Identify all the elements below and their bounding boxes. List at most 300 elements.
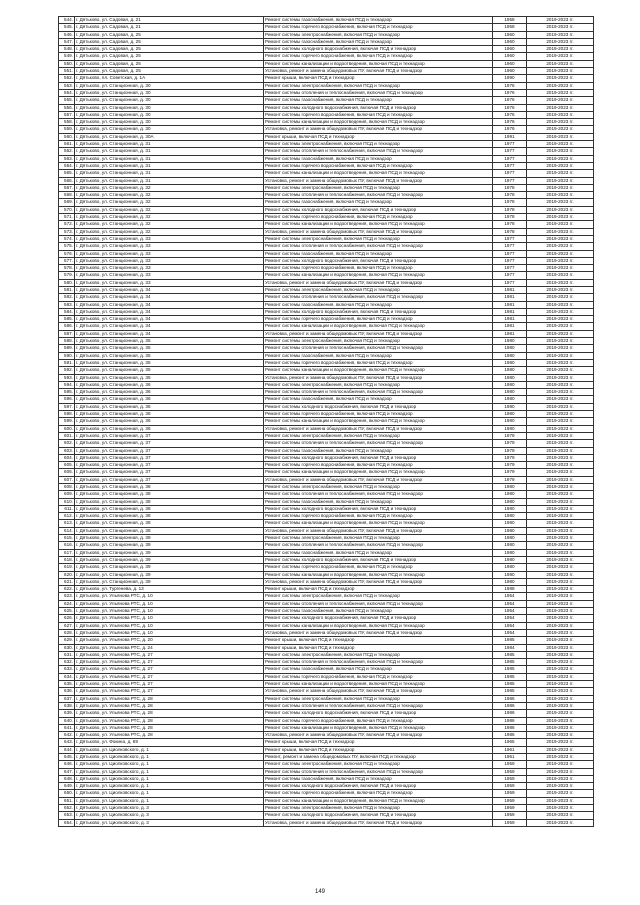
row-period: 2019-2023 гг.: [527, 97, 594, 104]
row-work-type: Ремонт системы электроснабжения, включая ПСД и технадзор: [264, 31, 493, 38]
row-work-type: Ремонт системы канализации и водоотведения, включая ПСД и технадзор: [264, 418, 493, 425]
row-number: 553.: [59, 82, 75, 89]
row-number: 550.: [59, 60, 75, 67]
repair-schedule-table: [58, 16, 594, 827]
table-row: [59, 608, 594, 615]
row-address: г. Дятьково, ул. Циолковского, д. 1: [75, 746, 264, 753]
row-period: 2019-2023 гг.: [527, 206, 594, 213]
row-address: г. Дятьково, ул. Станционная, д. 36: [75, 418, 264, 425]
row-number: 575.: [59, 243, 75, 250]
row-address: г. Дятьково, ул. Садовая, д. 25: [75, 60, 264, 67]
row-work-type: Ремонт системы холодного водоснабжения, включая ПСД и технадзор: [264, 615, 493, 622]
row-address: г. Дятьково, ул. Ульянова РТС, д. 24: [75, 644, 264, 651]
row-year: 1954: [493, 600, 527, 607]
row-number: 610.: [59, 498, 75, 505]
row-work-type: Ремонт системы отопления и теплоснабжения, включая ПСД и технадзор: [264, 440, 493, 447]
row-address: г. Дятьково, ул. Станционная, д. 39: [75, 556, 264, 563]
row-number: 612.: [59, 513, 75, 520]
row-number: 547.: [59, 38, 75, 45]
row-address: г. Дятьково, ул. Станционная, д. 36: [75, 389, 264, 396]
row-year: 1980: [493, 505, 527, 512]
row-period: 2019-2023 гг.: [527, 797, 594, 804]
row-work-type: Ремонт системы отопления и теплоснабжения, включая ПСД и технадзор: [264, 389, 493, 396]
row-number: 603.: [59, 447, 75, 454]
row-work-type: Ремонт крыши, включая ПСД и технадзор: [264, 644, 493, 651]
row-work-type: Ремонт системы холодного водоснабжения, включая ПСД и технадзор: [264, 812, 493, 819]
row-number: 552.: [59, 75, 75, 82]
row-number: 559.: [59, 126, 75, 133]
row-year: 1986: [493, 702, 527, 709]
row-work-type: Установка, ремонт и замена общедомовых ПУ, включая ПСД и технадзор: [264, 578, 493, 585]
table-row: [59, 571, 594, 578]
row-address: г. Дятьково, ул. Садовая, д. 21: [75, 24, 264, 31]
table-row: [59, 89, 594, 96]
table-row: [59, 454, 594, 461]
row-work-type: Ремонт системы горячего водоснабжения, включая ПСД и технадзор: [264, 265, 493, 272]
row-work-type: Ремонт системы канализации и водоотведения, включая ПСД и технадзор: [264, 272, 493, 279]
row-year: 1959: [493, 819, 527, 826]
row-year: 1978: [493, 192, 527, 199]
table-row: [59, 111, 594, 118]
row-year: 1980: [493, 403, 527, 410]
row-year: 1988: [493, 586, 527, 593]
row-work-type: Ремонт системы электроснабжения, включая ПСД и технадзор: [264, 432, 493, 439]
row-address: г. Дятьково, ул. Станционная, д. 30: [75, 119, 264, 126]
row-address: г. Дятьково, ул. Станционная, д. 30: [75, 104, 264, 111]
row-period: 2019-2023 гг.: [527, 724, 594, 731]
row-period: 2019-2023 гг.: [527, 819, 594, 826]
row-period: 2019-2023 гг.: [527, 739, 594, 746]
row-number: 629.: [59, 637, 75, 644]
row-work-type: Ремонт системы газоснабжения, включая ПСД и технадзор: [264, 250, 493, 257]
row-work-type: Ремонт системы электроснабжения, включая ПСД и технадзор: [264, 695, 493, 702]
row-address: г. Дятьково, ул. Циолковского, д. 3: [75, 819, 264, 826]
table-row: [59, 228, 594, 235]
row-period: 2019-2023 гг.: [527, 440, 594, 447]
row-number: 650.: [59, 790, 75, 797]
row-number: 643.: [59, 739, 75, 746]
row-year: 1976: [493, 82, 527, 89]
table-row: [59, 629, 594, 636]
table-row: [59, 440, 594, 447]
row-address: г. Дятьково, ул. Станционная, д. 39: [75, 549, 264, 556]
row-period: 2019-2023 гг.: [527, 53, 594, 60]
row-work-type: Ремонт системы отопления и теплоснабжения, включая ПСД и технадзор: [264, 243, 493, 250]
row-year: 1960: [493, 60, 527, 67]
table-row: [59, 469, 594, 476]
row-address: г. Дятьково, ул. Станционная, д. 32: [75, 199, 264, 206]
row-period: 2019-2023 гг.: [527, 790, 594, 797]
row-work-type: Ремонт системы канализации и водоотведения, включая ПСД и технадзор: [264, 681, 493, 688]
row-address: г. Дятьково, ул. Станционная, д. 34: [75, 316, 264, 323]
row-year: 1978: [493, 228, 527, 235]
row-work-type: Установка, ремонт и замена общедомовых ПУ, включая ПСД и технадзор: [264, 279, 493, 286]
row-period: 2019-2023 гг.: [527, 104, 594, 111]
row-period: 2019-2023 гг.: [527, 666, 594, 673]
row-year: 1981: [493, 286, 527, 293]
table-row: [59, 374, 594, 381]
row-work-type: Ремонт системы канализации и водоотведения, включая ПСД и технадзор: [264, 221, 493, 228]
table-row: [59, 753, 594, 760]
row-period: 2019-2023 гг.: [527, 615, 594, 622]
row-year: 1980: [493, 396, 527, 403]
table-row: [59, 644, 594, 651]
row-period: 2019-2023 гг.: [527, 170, 594, 177]
row-year: 1977: [493, 272, 527, 279]
row-period: 2019-2023 гг.: [527, 141, 594, 148]
table-row: [59, 359, 594, 366]
row-address: г. Дятьково, ул. Станционная, д. 38: [75, 527, 264, 534]
row-number: 577.: [59, 257, 75, 264]
page-number: 149: [314, 889, 325, 895]
row-number: 653.: [59, 812, 75, 819]
row-address: г. Дятьково, ул. Ульянова РТС, д. 10: [75, 622, 264, 629]
row-period: 2019-2023 гг.: [527, 265, 594, 272]
row-work-type: Ремонт крыши, включая ПСД и технадзор: [264, 75, 493, 82]
row-year: 1959: [493, 783, 527, 790]
row-number: 609.: [59, 491, 75, 498]
row-year: 1980: [493, 367, 527, 374]
row-year: 1981: [493, 294, 527, 301]
table-row: [59, 170, 594, 177]
row-year: 1985: [493, 659, 527, 666]
row-number: 555.: [59, 97, 75, 104]
row-year: 1959: [493, 768, 527, 775]
table-row: [59, 666, 594, 673]
row-address: г. Дятьково, ул. Циолковского, д. 1: [75, 768, 264, 775]
row-number: 600.: [59, 425, 75, 432]
row-year: 1980: [493, 352, 527, 359]
row-work-type: Установка, ремонт и замена общедомовых ПУ, включая ПСД и технадзор: [264, 330, 493, 337]
row-work-type: Ремонт системы горячего водоснабжения, включая ПСД и технадзор: [264, 462, 493, 469]
row-period: 2019-2023 гг.: [527, 374, 594, 381]
row-address: г. Дятьково, ул. Станционная, д. 37: [75, 462, 264, 469]
row-address: г. Дятьково, ул. Садовая, д. 25: [75, 46, 264, 53]
row-address: г. Дятьково, ул. Фокина, д. 69: [75, 739, 264, 746]
row-year: 1986: [493, 695, 527, 702]
row-period: 2019-2023 гг.: [527, 542, 594, 549]
row-period: 2019-2023 гг.: [527, 68, 594, 75]
row-number: 613.: [59, 520, 75, 527]
row-address: г. Дятьково, ул. Циолковского, д. 3: [75, 812, 264, 819]
row-address: г. Дятьково, ул. Станционная, д. 36: [75, 396, 264, 403]
table-row: [59, 338, 594, 345]
row-number: 595.: [59, 389, 75, 396]
row-number: 647.: [59, 768, 75, 775]
row-year: 1985: [493, 651, 527, 658]
table-row: [59, 31, 594, 38]
row-period: 2019-2023 гг.: [527, 505, 594, 512]
row-period: 2019-2023 гг.: [527, 17, 594, 24]
table-row: [59, 732, 594, 739]
table-row: [59, 819, 594, 826]
row-number: 591.: [59, 359, 75, 366]
row-number: 578.: [59, 265, 75, 272]
table-row: [59, 272, 594, 279]
table-row: [59, 542, 594, 549]
row-number: 605.: [59, 462, 75, 469]
row-number: 576.: [59, 250, 75, 257]
table-row: [59, 104, 594, 111]
row-work-type: Ремонт системы электроснабжения, включая ПСД и технадзор: [264, 651, 493, 658]
row-number: 625.: [59, 608, 75, 615]
table-row: [59, 148, 594, 155]
table-row: [59, 411, 594, 418]
row-year: 1981: [493, 330, 527, 337]
table-row: [59, 53, 594, 60]
row-year: 1985: [493, 673, 527, 680]
row-address: г. Дятьково, ул. Станционная, д. 36: [75, 425, 264, 432]
row-number: 599.: [59, 418, 75, 425]
row-year: 1958: [493, 17, 527, 24]
row-address: г. Дятьково, ул. Станционная, д. 35: [75, 352, 264, 359]
row-work-type: Ремонт системы холодного водоснабжения, включая ПСД и технадзор: [264, 308, 493, 315]
row-period: 2019-2023 гг.: [527, 89, 594, 96]
row-address: г. Дятьково, ул. Ульянова РТС, д. 27: [75, 666, 264, 673]
row-work-type: Установка, ремонт и замена общедомовых ПУ, включая ПСД и технадзор: [264, 732, 493, 739]
row-address: г. Дятьково, ул. Станционная, д. 36: [75, 381, 264, 388]
row-number: 561.: [59, 141, 75, 148]
row-number: 573.: [59, 228, 75, 235]
row-work-type: Ремонт системы газоснабжения, включая ПСД и технадзор: [264, 498, 493, 505]
row-work-type: Ремонт системы отопления и теплоснабжения, включая ПСД и технадзор: [264, 600, 493, 607]
row-year: 1959: [493, 790, 527, 797]
table-row: [59, 513, 594, 520]
row-number: 631.: [59, 651, 75, 658]
document-page: [58, 16, 590, 827]
row-address: г. Дятьково, ул. Циолковского, д. 1: [75, 753, 264, 760]
row-address: г. Дятьково, ул. Станционная, д. 31: [75, 148, 264, 155]
row-period: 2019-2023 гг.: [527, 673, 594, 680]
row-period: 2019-2023 гг.: [527, 162, 594, 169]
row-work-type: Ремонт системы электроснабжения, включая ПСД и технадзор: [264, 381, 493, 388]
row-work-type: Установка, ремонт и замена общедомовых ПУ, включая ПСД и технадзор: [264, 228, 493, 235]
row-number: 583.: [59, 301, 75, 308]
row-number: 572.: [59, 221, 75, 228]
row-address: г. Дятьково, ул. Станционная, д. 33: [75, 250, 264, 257]
row-year: 1991: [493, 133, 527, 140]
row-year: 1976: [493, 97, 527, 104]
row-year: 1980: [493, 498, 527, 505]
table-row: [59, 615, 594, 622]
row-period: 2019-2023 гг.: [527, 330, 594, 337]
row-period: 2019-2023 гг.: [527, 389, 594, 396]
row-number: 545.: [59, 24, 75, 31]
table-row: [59, 710, 594, 717]
row-address: г. Дятьково, ул. Станционная, д. 39: [75, 571, 264, 578]
row-address: г. Дятьково, ул. Станционная, д. 37: [75, 447, 264, 454]
row-number: 568.: [59, 192, 75, 199]
row-work-type: Ремонт системы канализации и водоотведения, включая ПСД и технадзор: [264, 170, 493, 177]
table-row: [59, 46, 594, 53]
row-period: 2019-2023 гг.: [527, 571, 594, 578]
row-period: 2019-2023 гг.: [527, 411, 594, 418]
row-year: 1986: [493, 710, 527, 717]
row-period: 2019-2023 гг.: [527, 746, 594, 753]
row-work-type: Установка, ремонт и замена общедомовых ПУ, включая ПСД и технадзор: [264, 374, 493, 381]
row-address: г. Дятьково, ул. Станционная, д. 33: [75, 265, 264, 272]
row-work-type: Ремонт системы отопления и теплоснабжения, включая ПСД и технадзор: [264, 542, 493, 549]
row-number: 590.: [59, 352, 75, 359]
row-number: 616.: [59, 542, 75, 549]
row-period: 2019-2023 гг.: [527, 702, 594, 709]
table-row: [59, 279, 594, 286]
row-year: 1986: [493, 732, 527, 739]
row-year: 1980: [493, 513, 527, 520]
row-work-type: Ремонт системы холодного водоснабжения, включая ПСД и технадзор: [264, 46, 493, 53]
row-period: 2019-2023 гг.: [527, 484, 594, 491]
row-address: г. Дятьково, ул. Станционная, д. 38: [75, 520, 264, 527]
row-period: 2019-2023 гг.: [527, 31, 594, 38]
table-row: [59, 520, 594, 527]
row-period: 2019-2023 гг.: [527, 556, 594, 563]
row-year: 1959: [493, 775, 527, 782]
row-address: г. Дятьково, ул. Садовая, д. 21: [75, 17, 264, 24]
row-year: 1980: [493, 389, 527, 396]
row-period: 2019-2023 гг.: [527, 228, 594, 235]
row-year: 1977: [493, 177, 527, 184]
row-number: 632.: [59, 659, 75, 666]
row-year: 1959: [493, 805, 527, 812]
table-row: [59, 498, 594, 505]
table-row: [59, 126, 594, 133]
row-period: 2019-2023 гг.: [527, 447, 594, 454]
row-year: 1990: [493, 75, 527, 82]
row-period: 2019-2023 гг.: [527, 768, 594, 775]
row-work-type: Ремонт системы газоснабжения, включая ПСД и технадзор: [264, 301, 493, 308]
row-period: 2019-2023 гг.: [527, 119, 594, 126]
row-period: 2019-2023 гг.: [527, 148, 594, 155]
row-period: 2019-2023 гг.: [527, 38, 594, 45]
row-work-type: Ремонт системы канализации и водоотведения, включая ПСД и технадзор: [264, 367, 493, 374]
row-work-type: Ремонт системы канализации и водоотведения, включая ПСД и технадзор: [264, 797, 493, 804]
table-row: [59, 308, 594, 315]
row-period: 2019-2023 гг.: [527, 367, 594, 374]
row-year: 1978: [493, 199, 527, 206]
row-address: г. Дятьково, ул. Станционная, д. 32: [75, 221, 264, 228]
row-period: 2019-2023 гг.: [527, 659, 594, 666]
table-body: [59, 17, 594, 827]
row-period: 2019-2023 гг.: [527, 243, 594, 250]
table-row: [59, 739, 594, 746]
row-number: 628.: [59, 629, 75, 636]
row-work-type: Ремонт системы отопления и теплоснабжения, включая ПСД и технадзор: [264, 768, 493, 775]
row-number: 626.: [59, 615, 75, 622]
table-row: [59, 775, 594, 782]
row-number: 649.: [59, 783, 75, 790]
table-row: [59, 82, 594, 89]
row-year: 1978: [493, 184, 527, 191]
row-year: 1954: [493, 615, 527, 622]
row-year: 1977: [493, 243, 527, 250]
row-period: 2019-2023 гг.: [527, 279, 594, 286]
row-work-type: Ремонт системы газоснабжения, включая ПСД и технадзор: [264, 97, 493, 104]
row-number: 587.: [59, 330, 75, 337]
table-row: [59, 491, 594, 498]
table-row: [59, 783, 594, 790]
row-work-type: Ремонт системы канализации и водоотведения, включая ПСД и технадзор: [264, 323, 493, 330]
row-period: 2019-2023 гг.: [527, 637, 594, 644]
table-row: [59, 695, 594, 702]
row-year: 1977: [493, 148, 527, 155]
row-address: г. Дятьково, ул. Станционная, д. 31: [75, 155, 264, 162]
row-address: г. Дятьково, ул. Ульянова РТС, д. 10: [75, 615, 264, 622]
row-work-type: Ремонт системы холодного водоснабжения, включая ПСД и технадзор: [264, 710, 493, 717]
row-year: 1980: [493, 484, 527, 491]
table-row: [59, 286, 594, 293]
row-year: 1977: [493, 235, 527, 242]
row-work-type: Ремонт системы газоснабжения, включая ПСД и технадзор: [264, 775, 493, 782]
row-address: г. Дятьково, ул. Ульянова РТС, д. 10: [75, 608, 264, 615]
table-row: [59, 17, 594, 24]
row-work-type: Ремонт крыши, включая ПСД и технадзор: [264, 586, 493, 593]
row-work-type: Ремонт системы газоснабжения, включая ПСД и технадзор: [264, 549, 493, 556]
row-period: 2019-2023 гг.: [527, 323, 594, 330]
row-year: 1985: [493, 688, 527, 695]
row-address: г. Дятьково, ул. Ульянова РТС, д. 10: [75, 629, 264, 636]
row-address: г. Дятьково, ул. Садовая, д. 25: [75, 68, 264, 75]
row-address: г. Дятьково, ул. Станционная, д. 31: [75, 162, 264, 169]
row-work-type: Ремонт системы горячего водоснабжения, включая ПСД и технадзор: [264, 24, 493, 31]
row-number: 620.: [59, 571, 75, 578]
row-work-type: Ремонт системы холодного водоснабжения, включая ПСД и технадзор: [264, 783, 493, 790]
row-number: 589.: [59, 345, 75, 352]
row-work-type: Ремонт системы горячего водоснабжения, включая ПСД и технадзор: [264, 53, 493, 60]
row-address: г. Дятьково, ул. Ульянова РТС, д. 28: [75, 710, 264, 717]
row-year: 1980: [493, 359, 527, 366]
row-year: 1980: [493, 338, 527, 345]
row-year: 1980: [493, 578, 527, 585]
row-address: г. Дятьково, ул. Станционная, д. 33: [75, 279, 264, 286]
row-number: 546.: [59, 31, 75, 38]
row-period: 2019-2023 гг.: [527, 418, 594, 425]
table-row: [59, 141, 594, 148]
row-work-type: Ремонт системы газоснабжения, включая ПСД и технадзор: [264, 666, 493, 673]
row-year: 1980: [493, 345, 527, 352]
row-work-type: Ремонт системы горячего водоснабжения, включая ПСД и технадзор: [264, 359, 493, 366]
row-address: г. Дятьково, пл. Советская, д. 1А: [75, 75, 264, 82]
row-year: 1954: [493, 629, 527, 636]
row-number: 646.: [59, 761, 75, 768]
row-year: 1986: [493, 717, 527, 724]
table-row: [59, 673, 594, 680]
row-work-type: Ремонт системы отопления и теплоснабжения, включая ПСД и технадзор: [264, 148, 493, 155]
row-number: 606.: [59, 469, 75, 476]
row-address: г. Дятьково, ул. Станционная, д. 30: [75, 111, 264, 118]
row-work-type: Ремонт крыши, включая ПСД и технадзор: [264, 637, 493, 644]
row-year: 1980: [493, 381, 527, 388]
row-period: 2019-2023 гг.: [527, 527, 594, 534]
row-address: г. Дятьково, ул. Станционная, д. 30: [75, 82, 264, 89]
row-address: г. Дятьково, ул. Циолковского, д. 1: [75, 783, 264, 790]
row-work-type: Ремонт системы электроснабжения, включая ПСД и технадзор: [264, 761, 493, 768]
table-row: [59, 367, 594, 374]
row-address: г. Дятьково, ул. Станционная, д. 34: [75, 308, 264, 315]
row-work-type: Ремонт системы отопления и теплоснабжения, включая ПСД и технадзор: [264, 702, 493, 709]
row-number: 648.: [59, 775, 75, 782]
row-year: 1980: [493, 425, 527, 432]
row-number: 570.: [59, 206, 75, 213]
row-period: 2019-2023 гг.: [527, 24, 594, 31]
row-number: 651.: [59, 797, 75, 804]
row-number: 565.: [59, 170, 75, 177]
row-address: г. Дятьково, ул. Станционная, д. 30: [75, 97, 264, 104]
table-row: [59, 768, 594, 775]
row-address: г. Дятьково, ул. Станционная, д. 39: [75, 542, 264, 549]
row-period: 2019-2023 гг.: [527, 651, 594, 658]
row-year: 1977: [493, 170, 527, 177]
row-number: 615.: [59, 535, 75, 542]
